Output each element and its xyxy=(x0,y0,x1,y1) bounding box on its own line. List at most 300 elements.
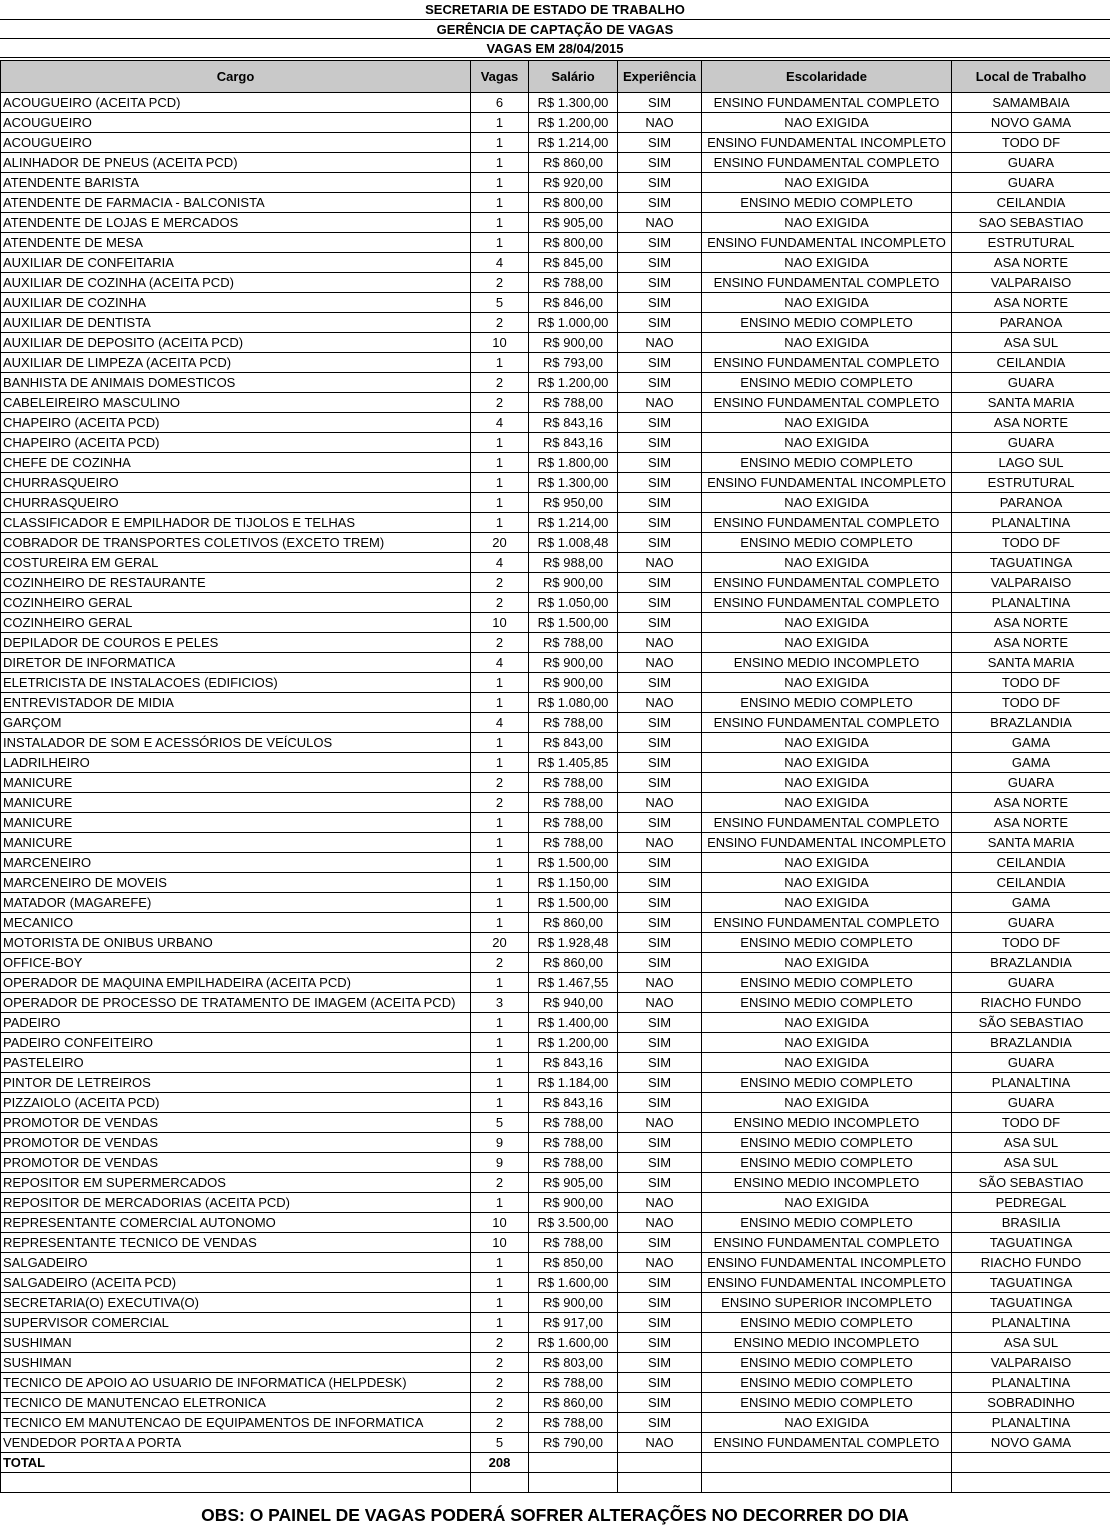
cell-cargo: REPRESENTANTE TECNICO DE VENDAS xyxy=(1,1233,471,1253)
cell-local: TODO DF xyxy=(952,1113,1110,1133)
table-row xyxy=(1,1073,1110,1093)
table-row xyxy=(1,493,1110,513)
cell-salario: R$ 843,16 xyxy=(529,1093,618,1113)
cell-escolaridade: NAO EXIGIDA xyxy=(702,613,952,633)
cell-escolaridade: ENSINO MEDIO COMPLETO xyxy=(702,1153,952,1173)
cell-cargo: COZINHEIRO DE RESTAURANTE xyxy=(1,573,471,593)
cell-vagas: 1 xyxy=(471,1093,529,1113)
table-row xyxy=(1,433,1110,453)
cell-vagas: 2 xyxy=(471,1413,529,1433)
table-row xyxy=(1,873,1110,893)
cell-salario: R$ 1.405,85 xyxy=(529,753,618,773)
cell-local: ASA SUL xyxy=(952,1133,1110,1153)
cell-local: ESTRUTURAL xyxy=(952,473,1110,493)
cell-vagas: 2 xyxy=(471,573,529,593)
cell-local: TODO DF xyxy=(952,693,1110,713)
cell-vagas: 9 xyxy=(471,1133,529,1153)
cell-vagas: 1 xyxy=(471,693,529,713)
cell-salario: R$ 1.928,48 xyxy=(529,933,618,953)
cell-cargo: SALGADEIRO xyxy=(1,1253,471,1273)
cell-cargo: CHAPEIRO (ACEITA PCD) xyxy=(1,433,471,453)
cell-escolaridade: ENSINO FUNDAMENTAL INCOMPLETO xyxy=(702,133,952,153)
cell-cargo: MECANICO xyxy=(1,913,471,933)
cell-salario: R$ 788,00 xyxy=(529,833,618,853)
cell-local: ASA NORTE xyxy=(952,793,1110,813)
cell-experiencia: SIM xyxy=(618,193,702,213)
total-row xyxy=(1,1453,1110,1473)
table-row xyxy=(1,233,1110,253)
table-row xyxy=(1,733,1110,753)
cell-local: ASA NORTE xyxy=(952,413,1110,433)
cell-cargo: ACOUGUEIRO xyxy=(1,133,471,153)
cell-experiencia: SIM xyxy=(618,533,702,553)
cell-cargo: DIRETOR DE INFORMATICA xyxy=(1,653,471,673)
table-row xyxy=(1,673,1110,693)
cell-experiencia: SIM xyxy=(618,1093,702,1113)
header-gerencia: GERÊNCIA DE CAPTAÇÃO DE VAGAS xyxy=(0,20,1110,39)
cell-experiencia: SIM xyxy=(618,453,702,473)
cell-vagas: 1 xyxy=(471,133,529,153)
table-row xyxy=(1,1193,1110,1213)
cell-local: CEILANDIA xyxy=(952,853,1110,873)
cell-vagas: 1 xyxy=(471,1273,529,1293)
cell-experiencia: NAO xyxy=(618,553,702,573)
cell-vagas: 1 xyxy=(471,213,529,233)
cell-escolaridade: ENSINO MEDIO COMPLETO xyxy=(702,313,952,333)
cell-vagas: 10 xyxy=(471,613,529,633)
cell-local: SÃO SEBASTIAO xyxy=(952,1173,1110,1193)
cell-escolaridade: NAO EXIGIDA xyxy=(702,493,952,513)
cell-escolaridade: NAO EXIGIDA xyxy=(702,1413,952,1433)
cell-experiencia: SIM xyxy=(618,1313,702,1333)
cell-vagas: 5 xyxy=(471,1113,529,1133)
cell-vagas: 1 xyxy=(471,513,529,533)
cell-experiencia: SIM xyxy=(618,593,702,613)
cell-escolaridade: NAO EXIGIDA xyxy=(702,773,952,793)
cell-experiencia: SIM xyxy=(618,773,702,793)
cell-vagas: 4 xyxy=(471,553,529,573)
cell-escolaridade: NAO EXIGIDA xyxy=(702,733,952,753)
cell-escolaridade: ENSINO MEDIO COMPLETO xyxy=(702,1313,952,1333)
table-row xyxy=(1,353,1110,373)
cell-escolaridade: ENSINO FUNDAMENTAL COMPLETO xyxy=(702,573,952,593)
cell-cargo: AUXILIAR DE DEPOSITO (ACEITA PCD) xyxy=(1,333,471,353)
cell-vagas: 4 xyxy=(471,253,529,273)
cell-cargo: LADRILHEIRO xyxy=(1,753,471,773)
cell-salario: R$ 1.150,00 xyxy=(529,873,618,893)
cell-escolaridade: NAO EXIGIDA xyxy=(702,633,952,653)
cell-vagas: 1 xyxy=(471,1193,529,1213)
blank-row xyxy=(1,1473,1110,1493)
cell-local: LAGO SUL xyxy=(952,453,1110,473)
table-row xyxy=(1,1413,1110,1433)
cell-experiencia: SIM xyxy=(618,173,702,193)
cell-cargo: MANICURE xyxy=(1,793,471,813)
cell-experiencia: NAO xyxy=(618,1433,702,1453)
cell-salario: R$ 860,00 xyxy=(529,153,618,173)
cell-vagas: 1 xyxy=(471,473,529,493)
cell-experiencia: SIM xyxy=(618,1293,702,1313)
cell-experiencia: SIM xyxy=(618,1413,702,1433)
cell-escolaridade: ENSINO FUNDAMENTAL COMPLETO xyxy=(702,393,952,413)
cell-vagas: 1 xyxy=(471,153,529,173)
header-date: VAGAS EM 28/04/2015 xyxy=(0,39,1110,58)
cell-experiencia: SIM xyxy=(618,893,702,913)
cell-experiencia: SIM xyxy=(618,1333,702,1353)
cell-cargo: CHEFE DE COZINHA xyxy=(1,453,471,473)
cell-escolaridade: ENSINO FUNDAMENTAL COMPLETO xyxy=(702,93,952,113)
cell-escolaridade: ENSINO SUPERIOR INCOMPLETO xyxy=(702,1293,952,1313)
cell-escolaridade: NAO EXIGIDA xyxy=(702,853,952,873)
cell-escolaridade: NAO EXIGIDA xyxy=(702,173,952,193)
cell-experiencia: SIM xyxy=(618,573,702,593)
cell-vagas: 10 xyxy=(471,1233,529,1253)
cell-local: PLANALTINA xyxy=(952,1413,1110,1433)
cell-local: SOBRADINHO xyxy=(952,1393,1110,1413)
cell-salario: R$ 900,00 xyxy=(529,653,618,673)
cell-experiencia: SIM xyxy=(618,93,702,113)
cell-vagas: 1 xyxy=(471,1013,529,1033)
table-row xyxy=(1,513,1110,533)
cell-vagas: 10 xyxy=(471,1213,529,1233)
cell-salario: R$ 843,16 xyxy=(529,1053,618,1073)
cell-local: CEILANDIA xyxy=(952,193,1110,213)
cell-escolaridade: ENSINO MEDIO COMPLETO xyxy=(702,193,952,213)
cell-experiencia: SIM xyxy=(618,1133,702,1153)
cell-escolaridade: ENSINO FUNDAMENTAL COMPLETO xyxy=(702,813,952,833)
cell-cargo: PINTOR DE LETREIROS xyxy=(1,1073,471,1093)
cell-salario: R$ 1.500,00 xyxy=(529,853,618,873)
cell-cargo: ATENDENTE DE FARMACIA - BALCONISTA xyxy=(1,193,471,213)
cell-cargo: AUXILIAR DE LIMPEZA (ACEITA PCD) xyxy=(1,353,471,373)
cell-escolaridade: ENSINO MEDIO COMPLETO xyxy=(702,453,952,473)
cell-cargo: REPOSITOR EM SUPERMERCADOS xyxy=(1,1173,471,1193)
cell-salario: R$ 843,16 xyxy=(529,433,618,453)
cell-escolaridade: NAO EXIGIDA xyxy=(702,433,952,453)
cell-salario: R$ 1.600,00 xyxy=(529,1273,618,1293)
cell-experiencia: SIM xyxy=(618,293,702,313)
cell-escolaridade: ENSINO MEDIO COMPLETO xyxy=(702,973,952,993)
cell-experiencia: SIM xyxy=(618,353,702,373)
cell-experiencia: SIM xyxy=(618,153,702,173)
cell-escolaridade: ENSINO MEDIO COMPLETO xyxy=(702,993,952,1013)
cell-experiencia: NAO xyxy=(618,653,702,673)
cell-local: ASA NORTE xyxy=(952,813,1110,833)
cell-salario: R$ 788,00 xyxy=(529,713,618,733)
cell-salario: R$ 788,00 xyxy=(529,1413,618,1433)
cell-experiencia: NAO xyxy=(618,993,702,1013)
cell-salario: R$ 1.200,00 xyxy=(529,373,618,393)
cell-escolaridade: ENSINO MEDIO COMPLETO xyxy=(702,1133,952,1153)
cell-cargo: COZINHEIRO GERAL xyxy=(1,613,471,633)
cell-escolaridade: NAO EXIGIDA xyxy=(702,673,952,693)
cell-escolaridade: ENSINO FUNDAMENTAL INCOMPLETO xyxy=(702,473,952,493)
cell-salario: R$ 1.200,00 xyxy=(529,113,618,133)
table-row xyxy=(1,1173,1110,1193)
cell-experiencia: NAO xyxy=(618,113,702,133)
table-row xyxy=(1,93,1110,113)
cell-cargo: CABELEIREIRO MASCULINO xyxy=(1,393,471,413)
total-empty-cell xyxy=(952,1453,1110,1473)
cell-cargo: MARCENEIRO DE MOVEIS xyxy=(1,873,471,893)
cell-escolaridade: NAO EXIGIDA xyxy=(702,1093,952,1113)
cell-vagas: 1 xyxy=(471,973,529,993)
cell-escolaridade: NAO EXIGIDA xyxy=(702,893,952,913)
cell-escolaridade: NAO EXIGIDA xyxy=(702,213,952,233)
cell-vagas: 4 xyxy=(471,653,529,673)
cell-salario: R$ 900,00 xyxy=(529,673,618,693)
cell-vagas: 1 xyxy=(471,873,529,893)
title-block xyxy=(0,0,1110,58)
cell-escolaridade: NAO EXIGIDA xyxy=(702,293,952,313)
cell-local: SAMAMBAIA xyxy=(952,93,1110,113)
cell-vagas: 2 xyxy=(471,793,529,813)
cell-vagas: 1 xyxy=(471,893,529,913)
cell-local: GUARA xyxy=(952,913,1110,933)
cell-local: BRAZLANDIA xyxy=(952,953,1110,973)
table-row xyxy=(1,1233,1110,1253)
cell-escolaridade: NAO EXIGIDA xyxy=(702,253,952,273)
table-row xyxy=(1,333,1110,353)
cell-cargo: VENDEDOR PORTA A PORTA xyxy=(1,1433,471,1453)
cell-local: BRAZLANDIA xyxy=(952,713,1110,733)
cell-local: ASA NORTE xyxy=(952,633,1110,653)
table-row xyxy=(1,953,1110,973)
cell-escolaridade: NAO EXIGIDA xyxy=(702,1193,952,1213)
cell-experiencia: SIM xyxy=(618,1233,702,1253)
cell-vagas: 1 xyxy=(471,433,529,453)
cell-experiencia: SIM xyxy=(618,1013,702,1033)
table-row xyxy=(1,793,1110,813)
cell-salario: R$ 1.467,55 xyxy=(529,973,618,993)
cell-vagas: 10 xyxy=(471,333,529,353)
cell-vagas: 2 xyxy=(471,773,529,793)
cell-escolaridade: NAO EXIGIDA xyxy=(702,113,952,133)
cell-salario: R$ 1.800,00 xyxy=(529,453,618,473)
table-row xyxy=(1,413,1110,433)
table-row xyxy=(1,1153,1110,1173)
cell-vagas: 1 xyxy=(471,1253,529,1273)
header-secretaria: SECRETARIA DE ESTADO DE TRABALHO xyxy=(0,0,1110,20)
cell-cargo: AUXILIAR DE COZINHA xyxy=(1,293,471,313)
cell-escolaridade: ENSINO MEDIO INCOMPLETO xyxy=(702,1173,952,1193)
cell-experiencia: SIM xyxy=(618,1153,702,1173)
cell-cargo: TECNICO DE MANUTENCAO ELETRONICA xyxy=(1,1393,471,1413)
cell-experiencia: SIM xyxy=(618,813,702,833)
cell-cargo: INSTALADOR DE SOM E ACESSÓRIOS DE VEÍCULOS xyxy=(1,733,471,753)
cell-cargo: ATENDENTE DE MESA xyxy=(1,233,471,253)
table-row xyxy=(1,1353,1110,1373)
cell-vagas: 1 xyxy=(471,1073,529,1093)
cell-experiencia: SIM xyxy=(618,1053,702,1073)
table-row xyxy=(1,1333,1110,1353)
cell-local: VALPARAISO xyxy=(952,573,1110,593)
cell-experiencia: SIM xyxy=(618,513,702,533)
cell-cargo: PADEIRO xyxy=(1,1013,471,1033)
cell-cargo: ACOUGUEIRO (ACEITA PCD) xyxy=(1,93,471,113)
col-header-escolaridade: Escolaridade xyxy=(702,61,952,93)
cell-salario: R$ 1.080,00 xyxy=(529,693,618,713)
cell-local: ASA NORTE xyxy=(952,253,1110,273)
total-empty-cell xyxy=(702,1453,952,1473)
cell-vagas: 1 xyxy=(471,673,529,693)
table-row xyxy=(1,773,1110,793)
cell-cargo: PROMOTOR DE VENDAS xyxy=(1,1153,471,1173)
cell-escolaridade: ENSINO FUNDAMENTAL COMPLETO xyxy=(702,1433,952,1453)
cell-experiencia: NAO xyxy=(618,793,702,813)
cell-local: ASA NORTE xyxy=(952,613,1110,633)
table-row xyxy=(1,1093,1110,1113)
cell-cargo: CHURRASQUEIRO xyxy=(1,473,471,493)
cell-escolaridade: ENSINO FUNDAMENTAL INCOMPLETO xyxy=(702,1253,952,1273)
cell-salario: R$ 788,00 xyxy=(529,1233,618,1253)
table-row xyxy=(1,133,1110,153)
cell-cargo: REPRESENTANTE COMERCIAL AUTONOMO xyxy=(1,1213,471,1233)
cell-cargo: COSTUREIRA EM GERAL xyxy=(1,553,471,573)
table-row xyxy=(1,933,1110,953)
table-row xyxy=(1,833,1110,853)
cell-experiencia: SIM xyxy=(618,873,702,893)
cell-salario: R$ 788,00 xyxy=(529,1153,618,1173)
cell-escolaridade: ENSINO MEDIO INCOMPLETO xyxy=(702,1333,952,1353)
cell-local: GUARA xyxy=(952,373,1110,393)
cell-experiencia: NAO xyxy=(618,213,702,233)
cell-local: SAO SEBASTIAO xyxy=(952,213,1110,233)
table-row xyxy=(1,393,1110,413)
cell-salario: R$ 800,00 xyxy=(529,233,618,253)
cell-experiencia: SIM xyxy=(618,753,702,773)
cell-salario: R$ 1.600,00 xyxy=(529,1333,618,1353)
cell-local: GUARA xyxy=(952,153,1110,173)
cell-cargo: CHAPEIRO (ACEITA PCD) xyxy=(1,413,471,433)
table-row xyxy=(1,813,1110,833)
cell-vagas: 2 xyxy=(471,1353,529,1373)
cell-local: TAGUATINGA xyxy=(952,1273,1110,1293)
cell-experiencia: NAO xyxy=(618,1213,702,1233)
cell-escolaridade: ENSINO FUNDAMENTAL COMPLETO xyxy=(702,513,952,533)
cell-vagas: 1 xyxy=(471,1053,529,1073)
cell-cargo: MANICURE xyxy=(1,773,471,793)
cell-local: NOVO GAMA xyxy=(952,1433,1110,1453)
cell-escolaridade: ENSINO MEDIO COMPLETO xyxy=(702,1393,952,1413)
cell-experiencia: NAO xyxy=(618,693,702,713)
col-header-experiencia: Experiência xyxy=(618,61,702,93)
cell-local: PLANALTINA xyxy=(952,513,1110,533)
cell-vagas: 1 xyxy=(471,813,529,833)
cell-escolaridade: ENSINO FUNDAMENTAL COMPLETO xyxy=(702,913,952,933)
cell-escolaridade: NAO EXIGIDA xyxy=(702,873,952,893)
cell-salario: R$ 860,00 xyxy=(529,913,618,933)
cell-local: CEILANDIA xyxy=(952,353,1110,373)
blank-cell xyxy=(702,1473,952,1493)
cell-vagas: 1 xyxy=(471,113,529,133)
blank-cell xyxy=(1,1473,471,1493)
table-row xyxy=(1,253,1110,273)
col-header-salario: Salário xyxy=(529,61,618,93)
cell-escolaridade: NAO EXIGIDA xyxy=(702,553,952,573)
cell-salario: R$ 1.500,00 xyxy=(529,893,618,913)
cell-escolaridade: ENSINO FUNDAMENTAL COMPLETO xyxy=(702,593,952,613)
cell-escolaridade: ENSINO FUNDAMENTAL COMPLETO xyxy=(702,713,952,733)
cell-experiencia: SIM xyxy=(618,373,702,393)
table-row xyxy=(1,1273,1110,1293)
table-row xyxy=(1,533,1110,553)
cell-local: PLANALTINA xyxy=(952,1313,1110,1333)
table-row xyxy=(1,1213,1110,1233)
cell-local: SÃO SEBASTIAO xyxy=(952,1013,1110,1033)
cell-experiencia: SIM xyxy=(618,413,702,433)
cell-salario: R$ 900,00 xyxy=(529,1193,618,1213)
cell-experiencia: SIM xyxy=(618,713,702,733)
cell-salario: R$ 1.008,48 xyxy=(529,533,618,553)
total-empty-cell xyxy=(529,1453,618,1473)
cell-local: VALPARAISO xyxy=(952,273,1110,293)
cell-escolaridade: NAO EXIGIDA xyxy=(702,413,952,433)
cell-experiencia: SIM xyxy=(618,1173,702,1193)
cell-salario: R$ 1.184,00 xyxy=(529,1073,618,1093)
cell-salario: R$ 788,00 xyxy=(529,793,618,813)
cell-vagas: 1 xyxy=(471,853,529,873)
cell-experiencia: SIM xyxy=(618,473,702,493)
cell-salario: R$ 860,00 xyxy=(529,953,618,973)
cell-salario: R$ 940,00 xyxy=(529,993,618,1013)
cell-vagas: 1 xyxy=(471,1033,529,1053)
cell-local: PEDREGAL xyxy=(952,1193,1110,1213)
cell-escolaridade: ENSINO MEDIO COMPLETO xyxy=(702,1373,952,1393)
table-row xyxy=(1,653,1110,673)
cell-vagas: 1 xyxy=(471,913,529,933)
cell-vagas: 20 xyxy=(471,933,529,953)
col-header-cargo: Cargo xyxy=(1,61,471,93)
cell-vagas: 1 xyxy=(471,453,529,473)
cell-local: TODO DF xyxy=(952,133,1110,153)
cell-local: GUARA xyxy=(952,433,1110,453)
cell-cargo: OPERADOR DE PROCESSO DE TRATAMENTO DE IMAGEM (ACEITA PCD) xyxy=(1,993,471,1013)
cell-salario: R$ 843,00 xyxy=(529,733,618,753)
cell-local: TODO DF xyxy=(952,533,1110,553)
table-row xyxy=(1,213,1110,233)
table-row xyxy=(1,973,1110,993)
cell-local: TAGUATINGA xyxy=(952,553,1110,573)
table-body xyxy=(1,93,1110,1453)
cell-cargo: PADEIRO CONFEITEIRO xyxy=(1,1033,471,1053)
cell-vagas: 5 xyxy=(471,293,529,313)
cell-cargo: SUSHIMAN xyxy=(1,1333,471,1353)
cell-local: PARANOA xyxy=(952,313,1110,333)
cell-vagas: 4 xyxy=(471,713,529,733)
cell-vagas: 6 xyxy=(471,93,529,113)
total-value: 208 xyxy=(471,1453,529,1473)
cell-vagas: 2 xyxy=(471,313,529,333)
cell-cargo: AUXILIAR DE CONFEITARIA xyxy=(1,253,471,273)
cell-salario: R$ 950,00 xyxy=(529,493,618,513)
cell-salario: R$ 788,00 xyxy=(529,273,618,293)
cell-salario: R$ 1.300,00 xyxy=(529,473,618,493)
cell-vagas: 2 xyxy=(471,1393,529,1413)
cell-cargo: ACOUGUEIRO xyxy=(1,113,471,133)
cell-local: GUARA xyxy=(952,173,1110,193)
cell-escolaridade: NAO EXIGIDA xyxy=(702,333,952,353)
cell-experiencia: SIM xyxy=(618,1373,702,1393)
cell-local: ASA SUL xyxy=(952,333,1110,353)
cell-experiencia: NAO xyxy=(618,833,702,853)
cell-experiencia: SIM xyxy=(618,733,702,753)
cell-local: GUARA xyxy=(952,1053,1110,1073)
cell-cargo: PIZZAIOLO (ACEITA PCD) xyxy=(1,1093,471,1113)
table-row xyxy=(1,993,1110,1013)
cell-escolaridade: ENSINO FUNDAMENTAL INCOMPLETO xyxy=(702,833,952,853)
cell-cargo: MANICURE xyxy=(1,833,471,853)
